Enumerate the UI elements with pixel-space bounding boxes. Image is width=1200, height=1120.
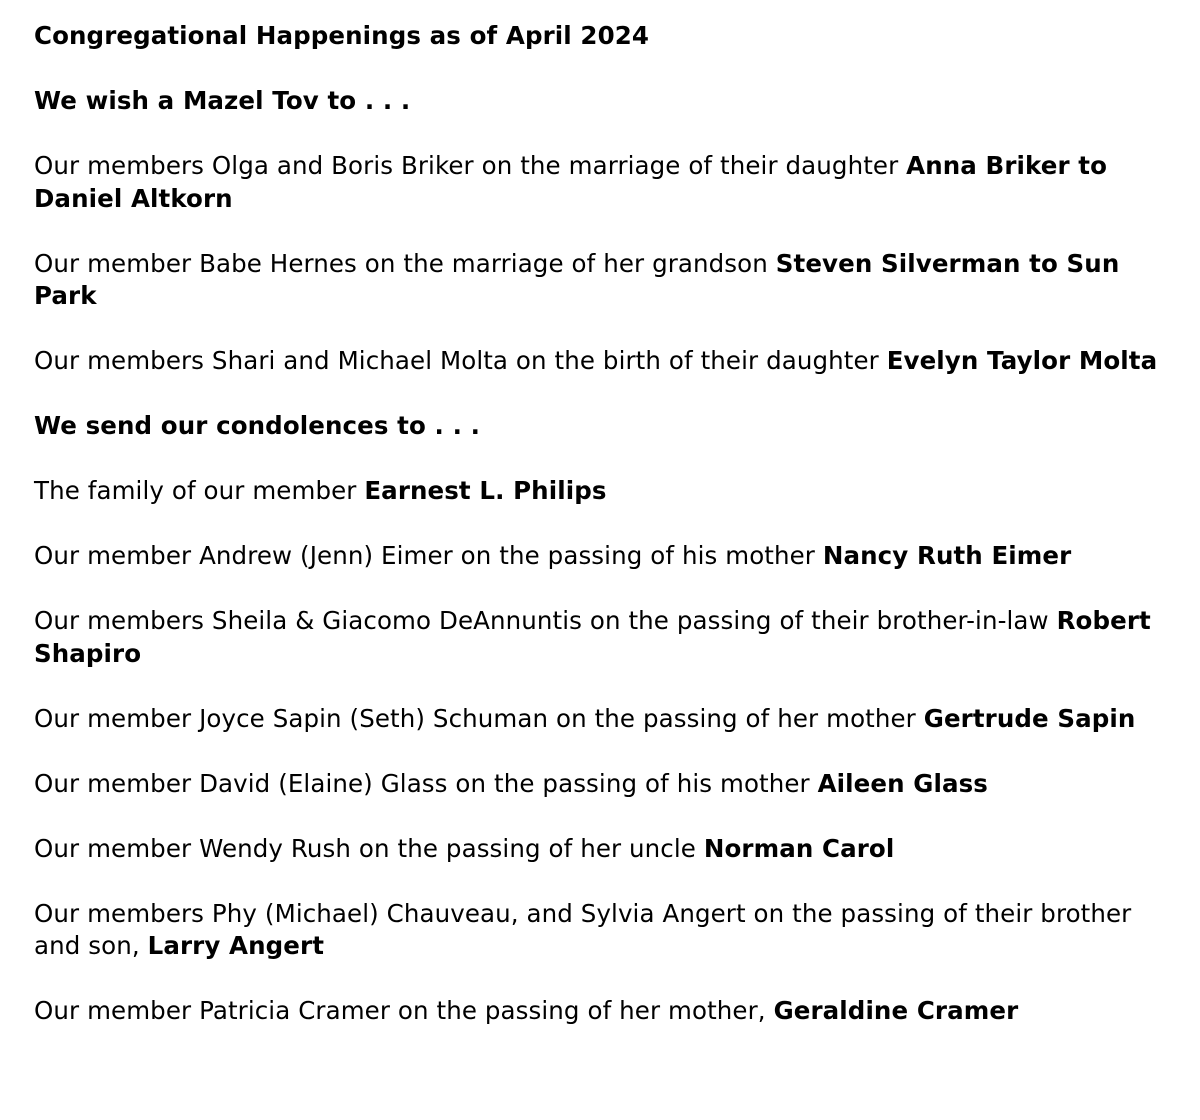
mazel-tov-item bbox=[34, 150, 1184, 215]
spacer bbox=[34, 215, 1184, 248]
condolence-item bbox=[34, 995, 1184, 1028]
condolence-item bbox=[34, 540, 1184, 573]
deceased-name: Geraldine Cramer bbox=[773, 996, 1019, 1025]
condolences-heading: We send our condolences to . . . bbox=[34, 411, 481, 440]
item-text: Our members Shari and Michael Molta on the birth of their daughter bbox=[34, 346, 887, 375]
condolence-item bbox=[34, 833, 1184, 866]
deceased-name: Earnest L. Philips bbox=[364, 476, 607, 505]
mazel-tov-item bbox=[34, 345, 1184, 378]
spacer bbox=[34, 573, 1184, 606]
honoree-name: Evelyn Taylor Molta bbox=[886, 346, 1158, 375]
item-text: Our member Joyce Sapin (Seth) Schuman on the passing of her mother bbox=[34, 703, 924, 733]
condolence-item bbox=[34, 475, 1184, 508]
deceased-name: Nancy Ruth Eimer bbox=[822, 541, 1072, 570]
item-text: Our member Babe Hernes on the marriage of her grandson bbox=[34, 248, 776, 278]
condolence-item bbox=[34, 768, 1184, 801]
mazel-tov-heading: We wish a Mazel Tov to . . . bbox=[34, 86, 411, 115]
item-text: Our member Andrew (Jenn) Eimer on the passing of his mother bbox=[34, 541, 823, 570]
item-text: Our members Sheila & Giacomo DeAnnuntis on the passing of their brother-in-law bbox=[34, 606, 1057, 635]
spacer bbox=[34, 865, 1184, 898]
deceased-name: Gertrude Sapin bbox=[923, 703, 1136, 733]
spacer bbox=[34, 735, 1184, 768]
spacer bbox=[34, 443, 1184, 476]
deceased-name: Norman Carol bbox=[703, 833, 895, 863]
item-text: Our members Phy (Michael) Chauveau, and Sylvia Angert on the passing of their brother and son, bbox=[34, 898, 1132, 960]
item-text: Our members Olga and Boris Briker on the marriage of their daughter bbox=[34, 151, 907, 180]
honoree-name: Anna Briker to Daniel Altkorn bbox=[34, 151, 1108, 213]
page-title: Congregational Happenings as of April 2024 bbox=[34, 21, 650, 50]
item-text: The family of our member bbox=[34, 476, 365, 505]
deceased-name: Aileen Glass bbox=[817, 768, 988, 798]
mazel-tov-item bbox=[34, 248, 1184, 313]
spacer bbox=[34, 118, 1184, 151]
bulletin-document bbox=[34, 20, 1184, 1028]
condolence-item bbox=[34, 605, 1184, 670]
spacer bbox=[34, 670, 1184, 703]
spacer bbox=[34, 378, 1184, 411]
spacer bbox=[34, 508, 1184, 541]
spacer bbox=[34, 800, 1184, 833]
honoree-name: Steven Silverman to Sun Park bbox=[34, 248, 1120, 310]
item-text: Our member Wendy Rush on the passing of her uncle bbox=[34, 833, 704, 863]
deceased-name: Robert Shapiro bbox=[34, 606, 1151, 668]
spacer bbox=[34, 313, 1184, 346]
item-text: Our member Patricia Cramer on the passing of her mother, bbox=[34, 996, 774, 1025]
condolence-item bbox=[34, 703, 1184, 736]
condolence-item bbox=[34, 898, 1184, 963]
spacer bbox=[34, 963, 1184, 996]
spacer bbox=[34, 53, 1184, 86]
deceased-name: Larry Angert bbox=[147, 931, 325, 960]
item-text: Our member David (Elaine) Glass on the passing of his mother bbox=[34, 768, 818, 798]
